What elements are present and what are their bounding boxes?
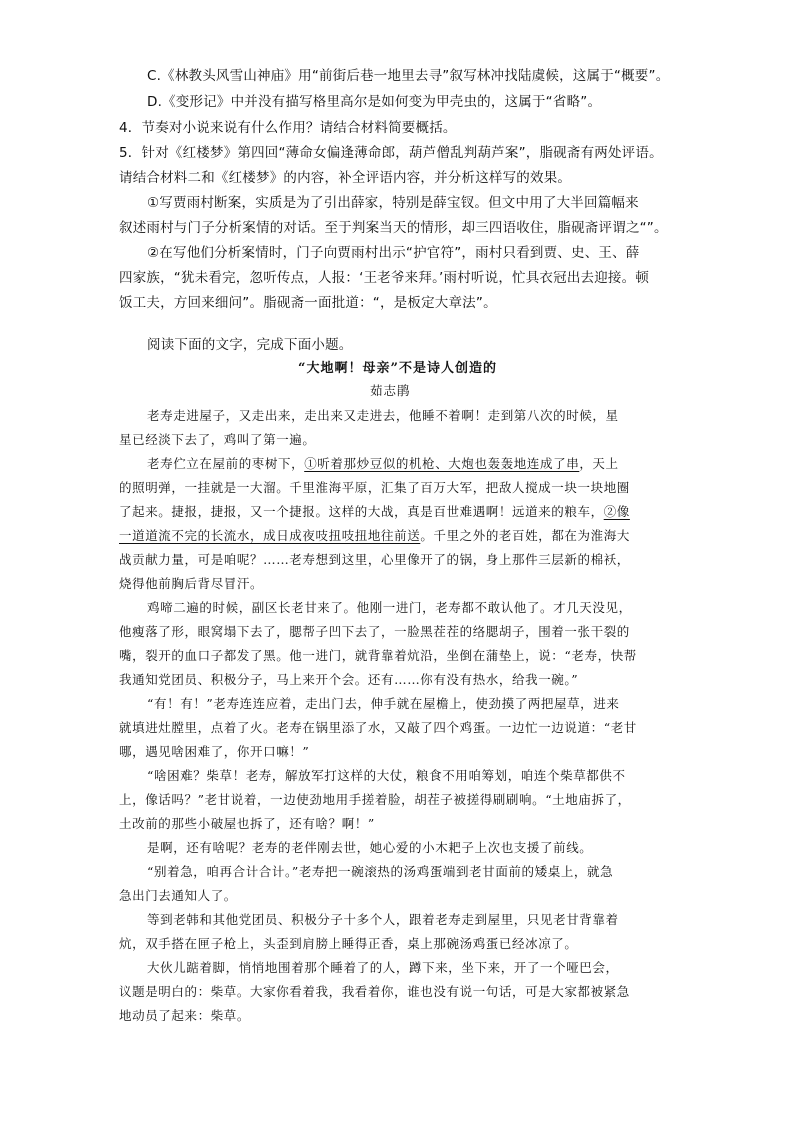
para-8-line-2: 炕，双手搭在匣子枪上，头歪到肩膀上睡得正香，桌上那碗汤鸡蛋已经冰凉了。 [119,936,578,951]
para-4-line-2: 就填进灶膛里，点着了火。老寿在锅里添了水，又敲了四个鸡蛋。一边忙一边说道：“老甘 [119,720,637,735]
para-7-line-1: “别着急，咱再合计合计。”老寿把一碗滚热的汤鸡蛋端到老甘面前的矮桌上，就急 [147,864,614,879]
comment-2-line-3: 饭工夫，方回来细问”。脂砚斋一面批道：“，是板定大章法”。 [119,295,497,311]
para-9-line-3: 地动员了起来：柴草。 [119,1008,251,1023]
para-3-line-4: 我通知党团员、积极分子，马上来开个会。还有……你有没有热水，给我一碗。” [119,672,579,687]
article-title: “大地啊！母亲”不是诗人创造的 [298,361,497,376]
comment-2-line-1: ②在写他们分析案情时，门子向贾雨村出示“护官符”，雨村只看到贾、史、王、薛 [147,245,640,261]
para-6-line-1: 是啊，还有啥呢？老寿的老伴刚去世，她心爱的小木耙子上次也支援了前线。 [147,840,593,855]
para-9-line-1: 大伙儿踮着脚，悄悄地围着那个睡着了的人，蹲下来，坐下来，开了一个哑巴会， [147,960,619,975]
reading-instruction: 阅读下面的文字，完成下面小题。 [147,337,353,353]
question-4: 4．节奏对小说来说有什么作用？请结合材料简要概括。 [119,120,457,136]
para-2-line-5: 战贡献力量，可是咱呢？……老寿想到这里，心里像开了的锅，身上那件三层新的棉袄， [119,552,630,567]
question-5-line-2: 请结合材料二和《红楼梦》的内容，补全评语内容，并分析这样写的效果。 [119,170,572,186]
underlined-sentence-2-start: ②像 [603,504,630,519]
underlined-sentence-1: ①听着那炒豆似的机枪、大炮也轰轰地连成了串 [304,456,580,471]
article-author: 茹志鹃 [370,383,411,398]
para-2-line-2: 的照明弹，一挂就是一大溜。千里淮海平原，汇集了百万大军，把敌人搅成一块一块地圈 [119,480,630,495]
underlined-sentence-2: 一道道流不完的长流水，成日成夜吱扭吱扭地往前送 [119,528,421,543]
para-5-line-1: “啥困难？柴草！老寿，解放军打这样的大仗，粮食不用咱筹划，咱连个柴草都供不 [147,768,626,783]
option-d: D.《变形记》中并没有描写格里高尔是如何变为甲壳虫的，这属于“省略”。 [147,94,602,110]
para-8-line-1: 等到老韩和其他党团员、积极分子十多个人，跟着老寿走到屋里，只见老甘背靠着 [147,912,619,927]
para-9-line-2: 议题是明白的：柴草。大家你看着我，我看着你，谁也没有说一句话，可是大家都被紧急 [119,984,630,999]
option-c: C.《林教头风雪山神庙》用“前街后巷一地里去寻”叙写林冲找陆虞候，这属于“概要”。 [147,68,670,84]
para-2-line-3: 了起来。捷报，捷报，又一个捷报。这样的大战，真是百世难遇啊！远道来的粮车，②像 [119,504,630,519]
comment-1-line-2: 叙述雨村与门子分析案情的对话。至于判案当天的情形，却三四语收住，脂砚斋评谓之“”。 [119,220,668,236]
comment-2-line-2: 四家族，“犹未看完，忽听传点，人报：‘王老爷来拜。’雨村听说，忙具衣冠出去迎接。顿 [119,270,650,286]
para-1-line-2: 星已经淡下去了，鸡叫了第一遍。 [119,432,316,447]
para-4-line-1: “有！有！”老寿连连应着，走出门去，伸手就在屋檐上，使劲摸了两把屋草，进来 [147,696,620,711]
para-3-line-1: 鸡啼二遍的时候，副区长老甘来了。他刚一进门，老寿都不敢认他了。才几天没见， [147,600,632,615]
para-5-line-2: 上，像话吗？”老甘说着，一边使劲地用手搓着脸，胡茬子被搓得刷刷响。“土地庙拆了， [119,792,631,807]
comment-1-line-1: ①写贾雨村断案，实质是为了引出薛家，特别是薛宝钗。但文中用了大半回篇幅来 [147,195,639,211]
para-3-line-3: 嘴，裂开的血口子都发了黑。他一进门，就背靠着炕沿，坐倒在蒲垫上，说：“老寿，快帮 [119,648,637,663]
para-2-line-6: 烧得他前胸后背尽冒汗。 [119,576,264,591]
para-3-line-2: 他瘦落了形，眼窝塌下去了，腮帮子凹下去了，一脸黑茬茬的络腮胡子，围着一张干裂的 [119,624,630,639]
question-5-line-1: 5．针对《红楼梦》第四回“薄命女偏逢薄命郎，葫芦僧乱判葫芦案”，脂砚斋有两处评语。 [119,145,663,161]
para-4-line-3: 哪，遇见啥困难了，你开口嘛！” [119,744,310,759]
para-5-line-3: 土改前的那些小破屋也拆了，还有啥？啊！” [119,816,375,831]
para-2-line-4: 一道道流不完的长流水，成日成夜吱扭吱扭地往前送。千里之外的老百姓，都在为淮海大 [119,528,630,543]
para-1-line-1: 老寿走进屋子，又走出来，走出来又走进去，他睡不着啊！走到第八次的时候，星 [147,408,619,423]
para-2-line-1: 老寿伫立在屋前的枣树下，①听着那炒豆似的机枪、大炮也轰轰地连成了串，天上 [147,456,619,471]
para-7-line-2: 急出门去通知人了。 [119,888,237,903]
